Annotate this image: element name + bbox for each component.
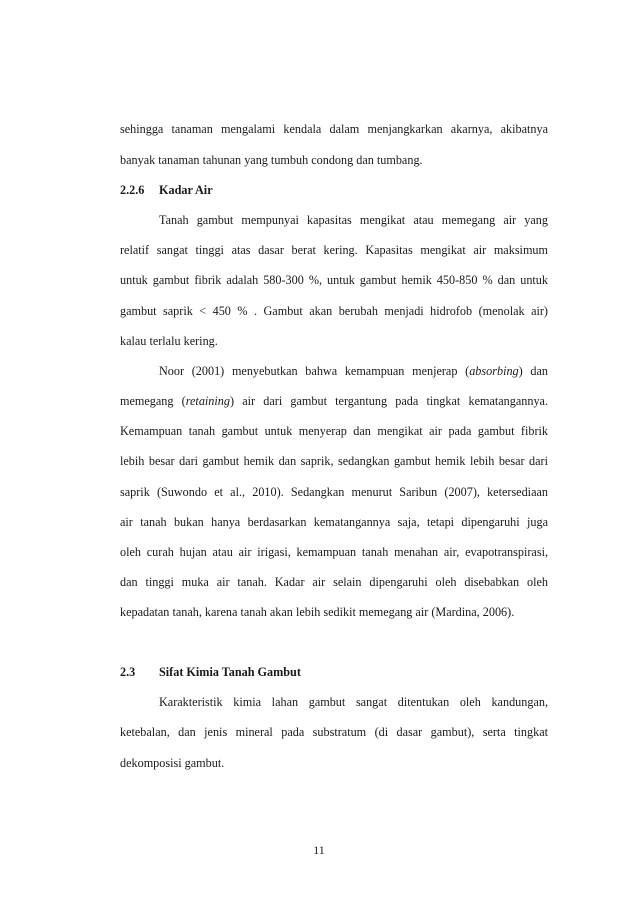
para3-line1-italic: absorbing xyxy=(469,364,519,378)
section-number-226: 2.2.6 xyxy=(120,183,145,197)
para3-line1 xyxy=(159,363,548,379)
para3-line9: kepadatan tanah, karena tanah akan lebih sedikit memegang air (Mardina, 2006). xyxy=(120,605,515,619)
section-number-23: 2.3 xyxy=(120,665,136,679)
para3-line3: Kemampuan tanah gambut untuk menyerap dan mengikat air pada gambut fibrik xyxy=(120,424,548,438)
para2-line2: relatif sangat tinggi atas dasar berat kering. Kapasitas mengikat air maksimum xyxy=(120,243,548,257)
para3-line2-text-b: ) air dari gambut tergantung pada tingkat kematangannya. xyxy=(229,394,549,408)
para3-line4: lebih besar dari gambut hemik dan saprik, sedangkan gambut hemik lebih besar dari xyxy=(120,454,548,468)
para2-line1: Tanah gambut mempunyai kapasitas mengikat atau memegang air yang xyxy=(159,213,548,227)
para3-line5: saprik (Suwondo et al., 2010). Sedangkan menurut Saribun (2007), ketersediaan xyxy=(120,485,548,499)
para3-line2-text-a: memegang ( xyxy=(120,394,186,408)
para3-line6: air tanah bukan hanya berdasarkan kematangannya saja, tetapi dipengaruhi juga xyxy=(120,515,548,529)
section-title-sifat-kimia: Sifat Kimia Tanah Gambut xyxy=(159,665,301,679)
para2-line5: kalau terlalu kering. xyxy=(120,334,218,348)
para4-line1: Karakteristik kimia lahan gambut sangat ditentukan oleh kandungan, xyxy=(159,695,548,709)
para2-line3: untuk gambut fibrik adalah 580-300 %, untuk gambut hemik 450-850 % dan untuk xyxy=(120,273,548,287)
para3-line7: oleh curah hujan atau air irigasi, kemampuan tanah menahan air, evapotranspirasi, xyxy=(120,545,548,559)
para3-line2 xyxy=(120,393,548,409)
para1-line2: banyak tanaman tahunan yang tumbuh condong dan tumbang. xyxy=(120,153,423,167)
section-title-kadar-air: Kadar Air xyxy=(159,183,213,197)
para3-line1-text-b: ) dan xyxy=(518,364,549,378)
para4-line2: ketebalan, dan jenis mineral pada substratum (di dasar gambut), serta tingkat xyxy=(120,725,548,739)
para3-line1-text-a: Noor (2001) menyebutkan bahwa kemampuan menjerap ( xyxy=(159,364,470,378)
para1-line1: sehingga tanaman mengalami kendala dalam menjangkarkan akarnya, akibatnya xyxy=(120,122,548,136)
para3-line8: dan tinggi muka air tanah. Kadar air selain dipengaruhi oleh disebabkan oleh xyxy=(120,575,548,589)
para3-line2-italic: retaining xyxy=(185,394,230,408)
para2-line4: gambut saprik < 450 % . Gambut akan berubah menjadi hidrofob (menolak air) xyxy=(120,304,548,318)
para4-line3: dekomposisi gambut. xyxy=(120,756,225,770)
page-number: 11 xyxy=(313,843,325,857)
